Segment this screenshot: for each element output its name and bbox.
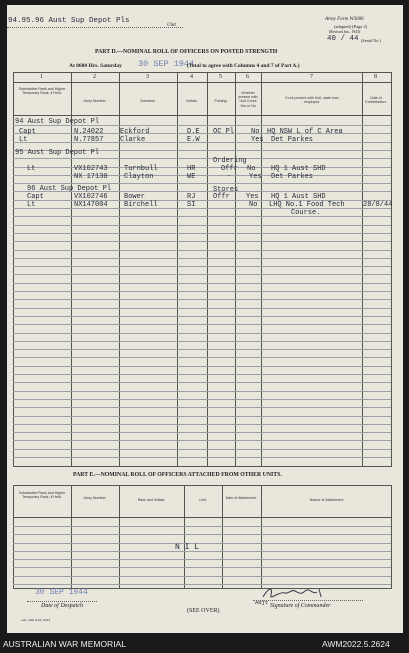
col-header-rank: Substantive Rank and Higher Temporary Rank, if Held. [18, 87, 66, 96]
row-surname: Bower [124, 193, 146, 201]
ruled-line [13, 175, 391, 176]
ruled-line [13, 324, 391, 325]
row-initials: WE [187, 173, 196, 181]
ruled-line [13, 158, 391, 159]
part-e-col-3 [184, 485, 185, 588]
despatch-underline [27, 601, 97, 602]
col-num: 1 [40, 74, 43, 80]
at-prefix: At 0600 Hrs. Saturday [69, 63, 122, 69]
part-d-title: PART D.—NOMINAL ROLL OF OFFICERS ON POSTED STRENGTH [95, 49, 278, 55]
row-number: NX 17130 [74, 173, 108, 181]
row-posting: Offr [213, 193, 230, 201]
ruled-line [13, 266, 391, 267]
ruled-line [13, 233, 391, 234]
document-sheet [7, 5, 403, 633]
ruled-line [13, 308, 391, 309]
at-suffix: (Total to agree with Columns 4 and 7 of Part A.) [187, 63, 300, 69]
ruled-line [13, 333, 391, 334]
section-heading-94: 94 Aust Sup Depot Pl [15, 118, 100, 126]
ruled-line [13, 416, 391, 417]
col-header-number: Army Number. [83, 99, 107, 103]
col-header-present-visible: Whether present with Unit Count Yes or No [238, 91, 258, 108]
section-heading-96: 96 Aust Sup Depot Pl [27, 185, 112, 193]
ruled-line [13, 357, 391, 358]
col-num: 8 [374, 74, 377, 80]
col-header-employed: If not present with Unit, state how employed. [285, 96, 339, 105]
signature-underline [253, 600, 363, 601]
archive-right: AWM2022.5.2624 [322, 639, 390, 649]
ruled-line [13, 142, 391, 143]
col-num: 7 [310, 74, 313, 80]
ruled-line [13, 250, 391, 251]
see-over: (SEE OVER) [187, 608, 220, 614]
ruled-line [13, 407, 391, 408]
archive-footer [0, 636, 409, 653]
part-e-header-date: Date of Attachment. [225, 496, 258, 500]
row-posting: OC Pl [213, 128, 235, 136]
form-line2: (adapted) (Page 2) [334, 24, 368, 29]
ruled-line [13, 424, 391, 425]
row-surname: Birchell [124, 201, 158, 209]
part-e-header-rank: Substantive Rank and Higher Temporary Rank, if Held. [18, 491, 66, 500]
part-e-col-1 [71, 485, 72, 588]
printer-note: a.m. 10m 9/44 10/43 [21, 618, 51, 622]
despatch-label: Date of Despatch [41, 603, 83, 609]
col-num: 4 [190, 74, 193, 80]
row-rank: Capt [19, 128, 36, 136]
unit-underline [7, 27, 183, 28]
row-present: No [247, 165, 256, 173]
col-num: 3 [146, 74, 149, 80]
row-posting: Offr [221, 165, 238, 173]
row-date: 28/8/44 [363, 201, 393, 209]
row-employed: Det Parkes [271, 136, 314, 144]
row-posting: Ordering [213, 157, 247, 165]
part-e-col-4 [222, 485, 223, 588]
row-rank: Lt [27, 201, 36, 209]
row-surname: Eckford [120, 128, 150, 136]
ruled-line [13, 449, 391, 450]
signature-prefix: Adjt [255, 599, 269, 606]
part-e-header-nature: Nature of Attachment. [309, 498, 345, 502]
row-present: Yes [251, 136, 264, 144]
unit-label: Unit [167, 23, 176, 28]
ruled-line [13, 399, 391, 400]
ruled-line [13, 440, 391, 441]
ruled-line [13, 534, 391, 535]
row-employed: HQ 1 Aust SHD [271, 165, 326, 173]
ruled-line [13, 299, 391, 300]
ruled-line [13, 225, 391, 226]
ruled-line [13, 543, 391, 544]
part-e-header-number: Army Number. [83, 496, 107, 500]
row-surname: Clayton [124, 173, 154, 181]
row-number: N.24022 [74, 128, 104, 136]
row-initials: SI [187, 201, 196, 209]
section-heading-95: 95 Aust Sup Depot Pl [15, 149, 100, 157]
col-header-date: Date of Embarkation. [365, 96, 387, 105]
row-initials: HR [187, 165, 196, 173]
date-stamp: 30 SEP 1944 [138, 59, 195, 69]
part-e-col-2 [119, 485, 120, 588]
ruled-line [13, 216, 391, 217]
signature-label: Signature of Commander [270, 603, 331, 609]
ruled-line [13, 391, 391, 392]
row-employed: LHQ No.1 Food Tech [269, 201, 345, 209]
row-rank: Lt [27, 165, 36, 173]
row-present: Yes [246, 193, 259, 201]
part-e-header-divider [13, 517, 391, 518]
serial-typed: 40 / 44 [327, 35, 359, 43]
ruled-line [13, 258, 391, 259]
ruled-line [13, 366, 391, 367]
ruled-line [13, 283, 391, 284]
part-e-nil: N I L [175, 543, 200, 552]
row-surname: Clarke [120, 136, 146, 144]
ruled-line [13, 167, 391, 168]
row-surname: Turnbull [124, 165, 158, 173]
row-present: No [249, 201, 258, 209]
ruled-line [13, 274, 391, 275]
col-header-initials: Initials. [186, 99, 198, 103]
row-rank: Capt [27, 193, 44, 201]
row-present: No [251, 128, 260, 136]
row-employed: Det Parkes [271, 173, 314, 181]
ruled-line [13, 241, 391, 242]
archive-left: AUSTRALIAN WAR MEMORIAL [3, 639, 126, 649]
ruled-line [13, 316, 391, 317]
ruled-line [13, 551, 391, 552]
ruled-line [13, 432, 391, 433]
ruled-line [13, 291, 391, 292]
row-posting: Stores [213, 186, 239, 194]
part-e-title: PART E.—NOMINAL ROLL OF OFFICERS ATTACHED FROM OTHER UNITS. [73, 472, 282, 478]
ruled-line [13, 457, 391, 458]
ruled-line [13, 559, 391, 560]
row-employed: HQ NSW L of C Area [267, 128, 343, 136]
despatch-stamp: 30 SEP 1944 [35, 588, 88, 597]
ruled-line [13, 349, 391, 350]
col-num: 6 [246, 74, 249, 80]
form-line1: Army Form W3006 [325, 17, 364, 22]
row-number: NX147004 [74, 201, 108, 209]
col-num: 2 [93, 74, 96, 80]
ruled-line [13, 341, 391, 342]
part-e-header-rank-initials: Rank and Initials. [137, 498, 166, 502]
row-initials: RJ [187, 193, 196, 201]
col-header-divider [13, 115, 391, 116]
col-header-surname: Surname. [140, 99, 156, 103]
row-employed: Course. [291, 209, 321, 217]
row-number: N.77857 [74, 136, 104, 144]
ruled-line [13, 567, 391, 568]
form-line3: (Revised Jan., 1943) [329, 30, 361, 34]
row-employed: HQ 1 Aust SHD [271, 193, 326, 201]
row-present: Yes [249, 173, 262, 181]
part-e-header-unit: Unit. [199, 498, 207, 502]
part-e-col-5 [261, 485, 262, 588]
row-posting: - [227, 173, 232, 181]
ruled-line [13, 183, 391, 184]
ruled-line [13, 576, 391, 577]
row-number: VX102746 [74, 193, 108, 201]
serial-label: (Serial No.) [361, 38, 381, 43]
ruled-line [13, 374, 391, 375]
ruled-line [13, 526, 391, 527]
row-rank: Lt [19, 136, 28, 144]
unit-typed: 94.95.96 Aust Sup Depot Pls [8, 17, 130, 25]
row-initials: E.W [187, 136, 200, 144]
col-num-divider [13, 82, 391, 83]
row-number: VX102743 [74, 165, 108, 173]
col-num: 5 [219, 74, 222, 80]
row-initials: D.E [187, 128, 200, 136]
ruled-line [13, 382, 391, 383]
col-header-posting-visible: Posting. [214, 99, 228, 103]
